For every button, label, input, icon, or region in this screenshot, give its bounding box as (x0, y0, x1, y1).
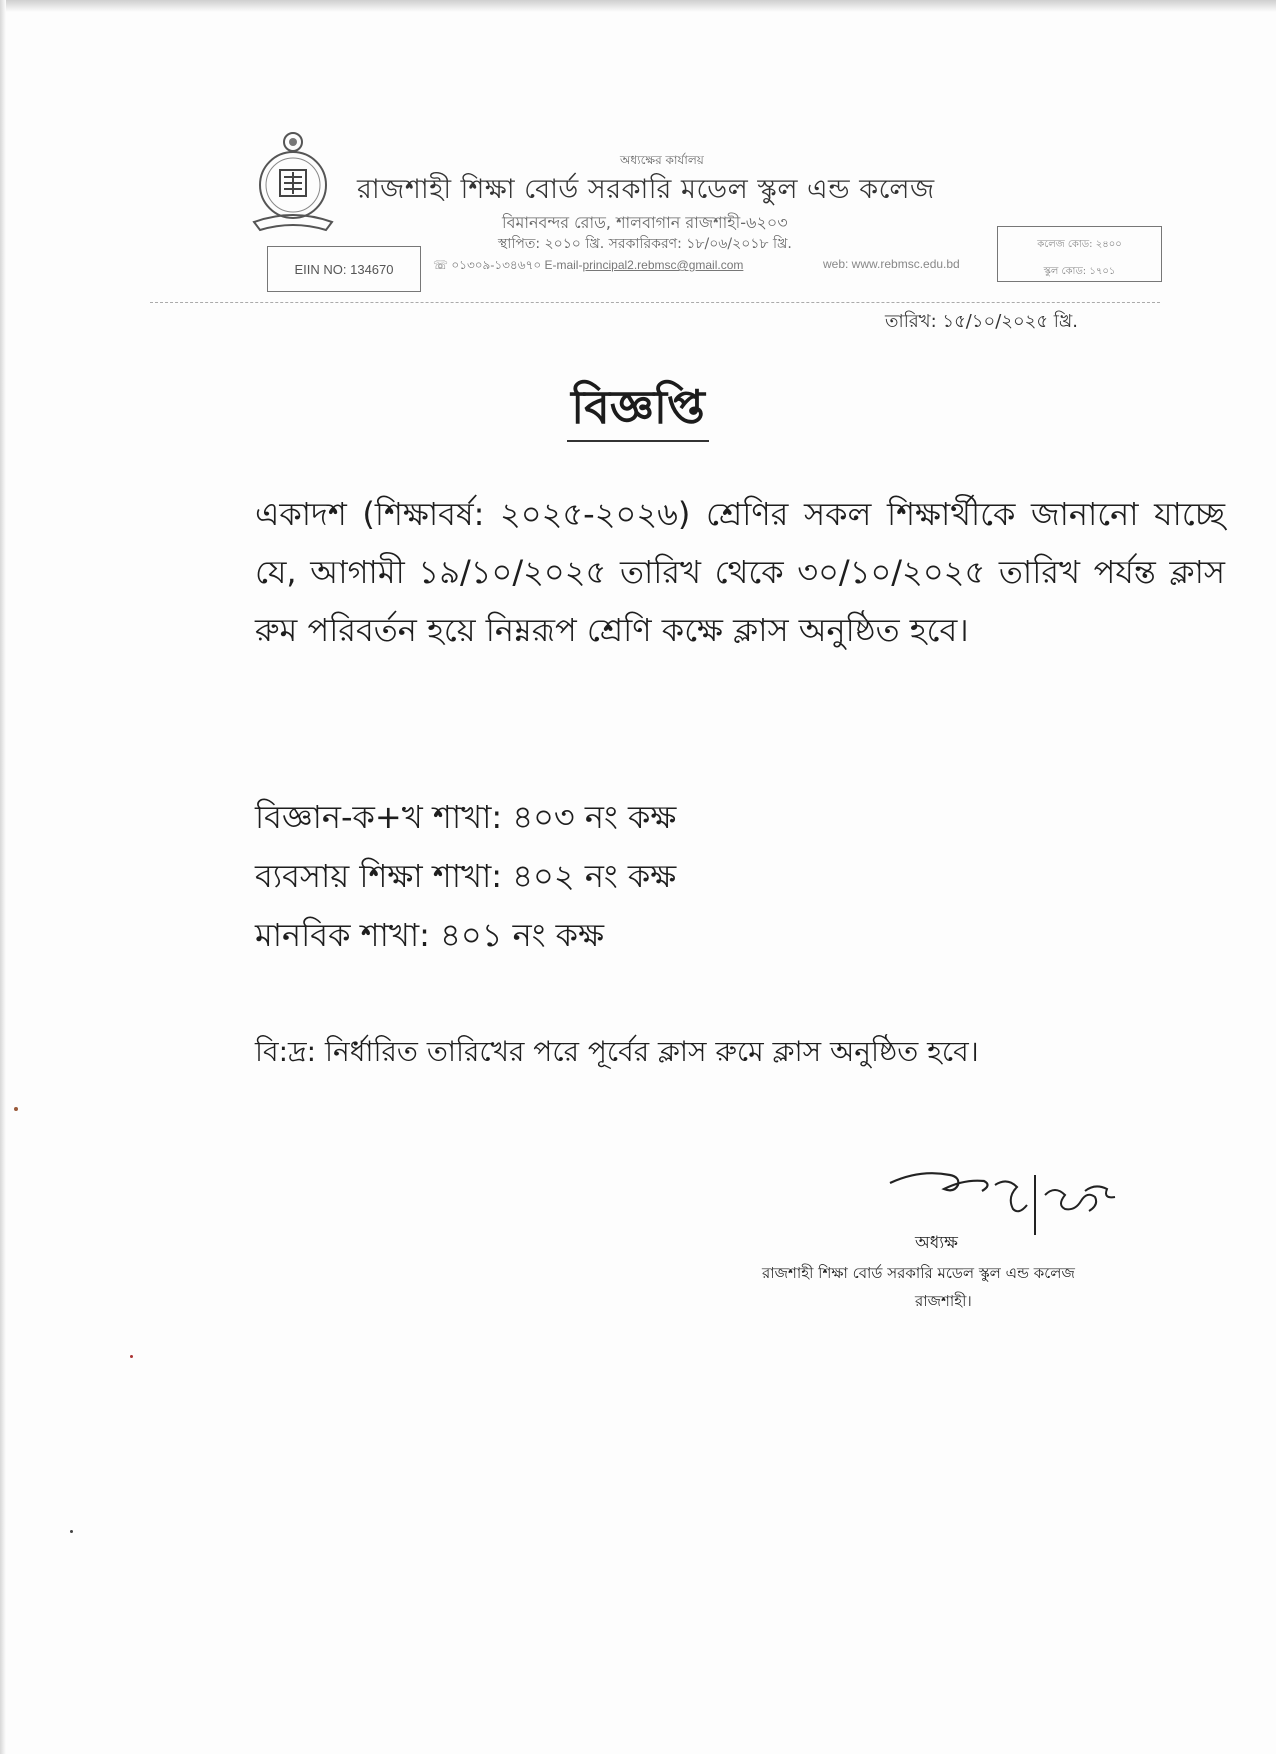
scan-speck (70, 1530, 73, 1533)
signatory-title: অধ্যক্ষ (915, 1233, 958, 1253)
letterhead (150, 125, 1160, 305)
scan-speck (14, 1107, 18, 1111)
scan-edge (0, 0, 6, 1754)
notice-title-text: বিজ্ঞপ্তি (567, 380, 709, 442)
office-label: অধ্যক্ষের কার্যালয় (620, 153, 704, 167)
room-item: মানবিক শাখা: ৪০১ নং কক্ষ (255, 916, 604, 954)
institute-name: রাজশাহী শিক্ষা বোর্ড সরকারি মডেল স্কুল এন্ড কলেজ (357, 174, 935, 205)
eiin-box (267, 246, 421, 292)
website: web: www.rebmsc.edu.bd (823, 257, 960, 271)
notice-title (0, 373, 1276, 449)
notice-date: তারিখ: ১৫/১০/২০২৫ খ্রি. (885, 311, 1079, 332)
school-code: স্কুল কোড: ১৭০১ (1043, 266, 1116, 277)
scan-speck (130, 1355, 133, 1358)
college-code: কলেজ কোড: ২৪০০ (1037, 239, 1122, 250)
eiin-number: EIIN NO: 134670 (294, 261, 394, 277)
signatory-institute: রাজশাহী শিক্ষা বোর্ড সরকারি মডেল স্কুল এন্ড কলেজ (762, 1264, 1075, 1282)
phone-number: ০১৩০৯-১৩৪৬৭০ (451, 258, 542, 272)
room-list (255, 788, 676, 965)
email-address: principal2.rebmsc@gmail.com (582, 258, 744, 272)
room-item: বিজ্ঞান-ক+খ শাখা: ৪০৩ নং কক্ষ (255, 798, 677, 836)
phone-icon: ☏ (433, 258, 449, 272)
institute-logo-icon (248, 130, 338, 240)
signatory-city: রাজশাহী। (915, 1292, 972, 1310)
notice-body: একাদশ (শিক্ষাবর্ষ: ২০২৫-২০২৬) শ্রেণির সকল শিক্ষার্থীকে জানানো যাচ্ছে যে, আগামী ১৯/১০/২০২৫ তারিখ থেকে ৩০/১০/২০২৫ তারিখ পর্যন্ত ক্লাস রুম পরিবর্তন হয়ে নিম্নরূপ শ্রেণি কক্ষে ক্লাস অনুষ্ঠিত হবে। (255, 495, 1225, 649)
established-line: স্থাপিত: ২০১০ খ্রি. সরকারিকরণ: ১৮/০৬/২০১৮ খ্রি. (498, 236, 792, 252)
institute-address: বিমানবন্দর রোড, শালবাগান রাজশাহী-৬২০৩ (502, 213, 788, 232)
email-label: E-mail- (544, 258, 583, 272)
letterhead-divider (150, 302, 1160, 303)
room-item: ব্যবসায় শিক্ষা শাখা: ৪০২ নং কক্ষ (255, 857, 677, 895)
code-box (997, 226, 1162, 282)
contact-line (433, 257, 743, 277)
scan-edge (0, 0, 1276, 12)
handwritten-signature (885, 1155, 1145, 1235)
notice-note: বি:দ্র: নির্ধারিত তারিখের পরে পূর্বের ক্লাস রুমে ক্লাস অনুষ্ঠিত হবে। (255, 1035, 979, 1068)
